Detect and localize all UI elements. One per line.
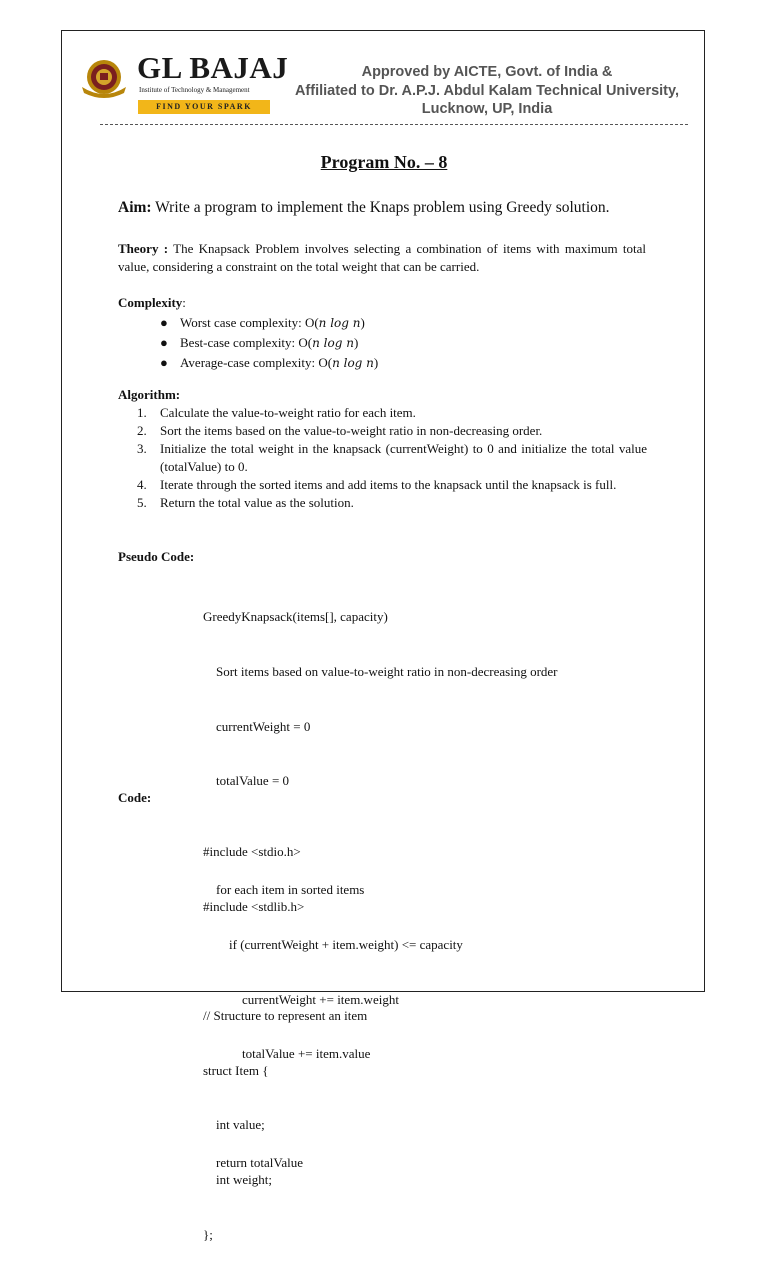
header-divider: [100, 124, 688, 125]
college-seal-icon: [80, 57, 128, 101]
list-item: [137, 494, 647, 512]
pseudo-code-heading: Pseudo Code:: [118, 549, 195, 564]
step-number: 5.: [137, 495, 147, 510]
algorithm-heading: Algorithm:: [118, 387, 181, 402]
complexity-list: [160, 313, 378, 373]
code-line: int value;: [203, 1117, 265, 1133]
theory-text: The Knapsack Problem involves selecting a combination of items with maximum total value, considering a constraint on the total weight that can be carried.: [118, 241, 646, 274]
complexity-text: Average-case complexity: O(: [180, 355, 333, 370]
complexity-colon: :: [182, 295, 186, 310]
complexity-heading: [118, 295, 186, 311]
bullet-icon: ●: [160, 315, 168, 330]
step-number: 1.: [137, 405, 147, 420]
step-text: Return the total value as the solution.: [160, 495, 354, 510]
list-item: [137, 476, 647, 494]
code-line: currentWeight += item.weight: [203, 991, 399, 1007]
list-item: [160, 353, 378, 373]
list-item: [160, 313, 378, 333]
step-text: Iterate through the sorted items and add items to the knapsack until the knapsack is full.: [160, 477, 617, 492]
complexity-close: ): [353, 335, 359, 350]
approval-line: Lucknow, UP, India: [421, 101, 553, 117]
complexity-label: Complexity: [118, 295, 183, 310]
code-line: // Structure to represent an item: [203, 1008, 368, 1024]
approval-line: Approved by AICTE, Govt. of India &: [361, 64, 613, 80]
step-number: 2.: [137, 423, 147, 438]
complexity-close: ): [373, 355, 379, 370]
aim-statement: [118, 199, 610, 217]
complexity-text: Best-case complexity: O(: [180, 335, 313, 350]
code-line: totalValue += item.value: [203, 1046, 371, 1062]
source-code-block: [203, 807, 367, 1262]
algorithm-list: [137, 404, 647, 512]
code-line: for each item in sorted items: [203, 882, 365, 898]
bullet-icon: ●: [160, 355, 168, 370]
list-item: [137, 440, 647, 476]
list-item: [160, 333, 378, 353]
theory-label: Theory :: [118, 241, 169, 256]
logo-tagline: FIND YOUR SPARK: [138, 100, 270, 114]
step-text: Sort the items based on the value-to-weight ratio in non-decreasing order.: [160, 423, 543, 438]
code-line: currentWeight = 0: [203, 718, 311, 734]
list-item: [137, 422, 647, 440]
code-line: struct Item {: [203, 1062, 269, 1078]
code-line: #include <stdlib.h>: [203, 899, 305, 915]
program-title: Program No. – 8: [320, 152, 448, 172]
complexity-math: n log n: [312, 336, 354, 350]
approval-line: Affiliated to Dr. A.P.J. Abdul Kalam Technical University,: [294, 82, 680, 99]
code-line: return totalValue: [203, 1155, 303, 1171]
bullet-icon: ●: [160, 335, 168, 350]
code-line: totalValue = 0: [203, 773, 290, 789]
step-number: 4.: [137, 477, 147, 492]
step-text: Initialize the total weight in the knapsack (currentWeight) to 0 and initialize the total value (totalValue) to 0.: [160, 441, 647, 474]
code-line: if (currentWeight + item.weight) <= capacity: [203, 937, 463, 953]
code-line: [203, 953, 367, 971]
complexity-close: ): [360, 315, 365, 330]
code-line: Sort items based on value-to-weight ratio in non-decreasing order: [203, 664, 558, 680]
logo-name: GL BAJAJ: [137, 50, 289, 85]
code-line: GreedyKnapsack(items[], capacity): [203, 609, 388, 625]
logo-subtitle: Institute of Technology & Management: [139, 86, 250, 94]
aim-label: Aim:: [118, 199, 152, 216]
complexity-text: Worst case complexity: O(: [180, 315, 319, 330]
code-line: #include <stdio.h>: [203, 844, 301, 860]
approval-text: [278, 63, 696, 119]
step-text: Calculate the value-to-weight ratio for each item.: [160, 405, 416, 420]
list-item: [137, 404, 647, 422]
theory-paragraph: [118, 240, 646, 276]
code-line: };: [203, 1226, 213, 1242]
aim-text: Write a program to implement the Knaps problem using Greedy solution.: [151, 199, 610, 216]
complexity-math: n log n: [318, 316, 361, 330]
code-line: int weight;: [203, 1172, 272, 1188]
complexity-math: n log n: [332, 356, 374, 370]
step-number: 3.: [137, 441, 147, 456]
code-heading: Code:: [118, 790, 152, 805]
